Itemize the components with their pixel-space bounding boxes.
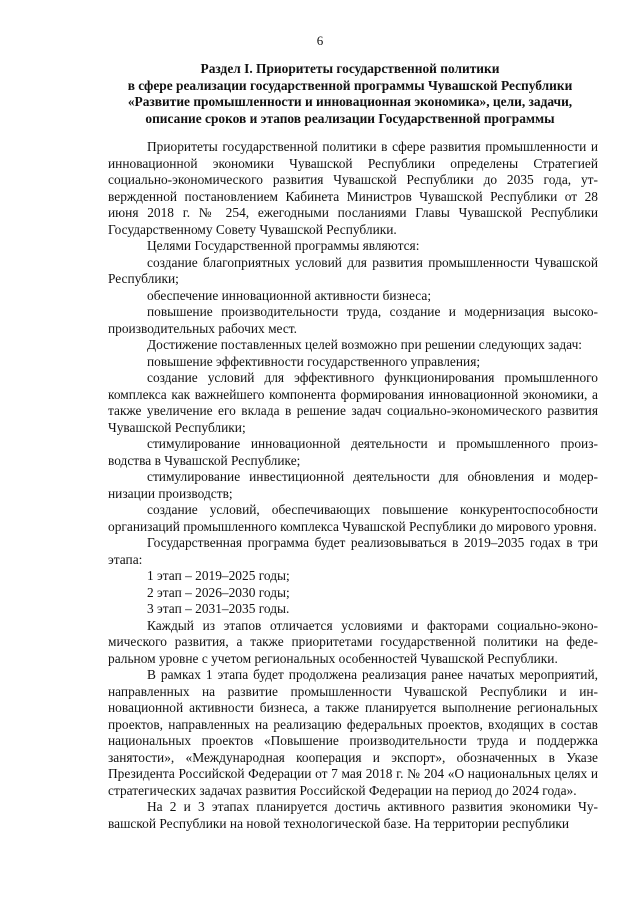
section-heading-line: Раздел I. Приоритеты государственной политики (200, 61, 500, 76)
list-item-task: повышение эффективности государственного управления; (147, 353, 481, 369)
list-item-task: стимулирование инвестиционной деятельности для обновления и модернизации производств; (108, 469, 598, 501)
section-heading-line: в сфере реализации государственной программы Чувашской Республики (127, 77, 573, 93)
paragraph-priorities: Приоритеты государственной политики в сфере развития промышленности и инновационной экономики Чувашской Республики определены Стратегией социально-экономического развития Чувашской Республики до 2035 года, утвержденной постановлением Кабинета Министров Чувашской Республики от 28 июня 2018 г. № 254, ежегодными посланиями Главы Чувашской Республики Государственному Совету Чувашской Республики. (108, 139, 598, 237)
page-number: 6 (316, 33, 324, 48)
paragraph-stage-1: В рамках 1 этапа будет продолжена реализация ранее начатых мероприятий, направленных на развитие промышленности Чувашской Республики и инновационной активности бизнеса, а также планируется выполнение региональных проектов, направленных на реализацию федеральных проектов, входящих в состав национальных проектов «Повышение производительности труда и поддержка занятости», «Международная кооперация и экспорт», обозначенных в Указе Президента Российской Федерации от 7 мая 2018 г. № 204 «О национальных целях и стратегических задачах развития Российской Федерации на период до 2024 года». (108, 667, 598, 798)
section-heading (100, 61, 600, 127)
section-heading-line: описание сроков и этапов реализации Государственной программы (145, 110, 555, 126)
paragraph-tasks-intro: Достижение поставленных целей возможно при решении следующих задач: (147, 337, 583, 352)
list-item-goal: создание благоприятных условий для развития промышленности Чувашской Республики; (108, 254, 598, 286)
paragraph-stages-intro: Государственная программа будет реализовываться в 2019–2035 годах в три этапа: (108, 535, 598, 567)
paragraph-stages-2-3: На 2 и 3 этапах планируется достичь активного развития экономики Чувашской Республики на новой технологической базе. На территории республики (108, 799, 598, 831)
section-heading-line: «Развитие промышленности и инновационная экономика», цели, задачи, (127, 94, 573, 110)
list-item-stage: 2 этап – 2026–2030 годы; (147, 584, 290, 600)
list-item-stage: 1 этап – 2019–2025 годы; (147, 568, 290, 583)
paragraph-stages-factors: Каждый из этапов отличается условиями и факторами социально-экономического развития, а также приоритетами государственной политики на федеральном уровне с учетом региональных особенностей Чувашской Республики. (108, 617, 598, 666)
list-item-stage: 3 этап – 2031–2035 годы. (147, 601, 290, 616)
list-item-task: создание условий для эффективного функционирования промышленного комплекса как важнейшего компонента формирования инновационной экономики, а также увеличение его вклада в решение задач социально-экономического развития Чувашской Республики; (108, 370, 598, 435)
body-text (108, 139, 598, 832)
list-item-goal: повышение производительности труда, создание и модернизация высокопроизводительных рабочих мест. (108, 304, 598, 336)
list-item-task: создание условий, обеспечивающих повышение конкурентоспособности организаций промышленного комплекса Чувашской Республики до мирового уровня. (108, 502, 598, 534)
paragraph-goals-intro: Целями Государственной программы являются: (147, 238, 420, 253)
list-item-task: стимулирование инновационной деятельности и промышленного производства в Чувашской Республике; (108, 436, 598, 468)
list-item-goal: обеспечение инновационной активности бизнеса; (147, 287, 432, 303)
